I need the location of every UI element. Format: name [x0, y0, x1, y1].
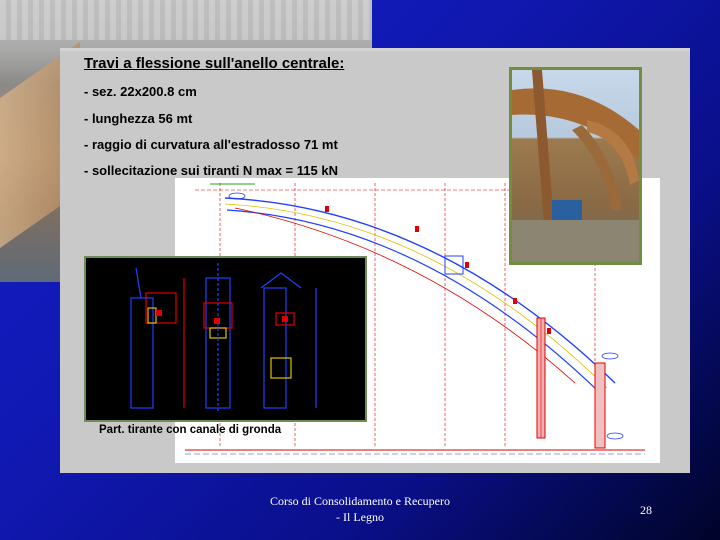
bullet-length: - lunghezza 56 mt — [84, 111, 193, 126]
footer-line-1: Corso di Consolidamento e Recupero — [270, 494, 450, 508]
detail-caption: Part. tirante con canale di gronda — [99, 424, 282, 436]
construction-photo — [509, 67, 642, 265]
bullet-radius: - raggio di curvatura all'estradosso 71 mt — [84, 137, 338, 152]
photo-content — [512, 70, 639, 262]
bullet-load: - sollecitazione sui tiranti N max = 115 kN — [84, 163, 338, 178]
slide-title: Travi a flessione sull'anello centrale: — [84, 55, 345, 72]
footer-course-title — [230, 493, 490, 525]
bullet-section: - sez. 22x200.8 cm — [84, 84, 197, 99]
photo-svg — [512, 70, 639, 262]
panel-top-edge — [60, 48, 690, 51]
page-number: 28 — [640, 503, 652, 517]
concrete-slab — [0, 0, 372, 40]
footer-line-2: - Il Legno — [336, 510, 384, 524]
cad-detail-svg — [86, 258, 365, 420]
cad-detail-drawing — [84, 256, 367, 422]
